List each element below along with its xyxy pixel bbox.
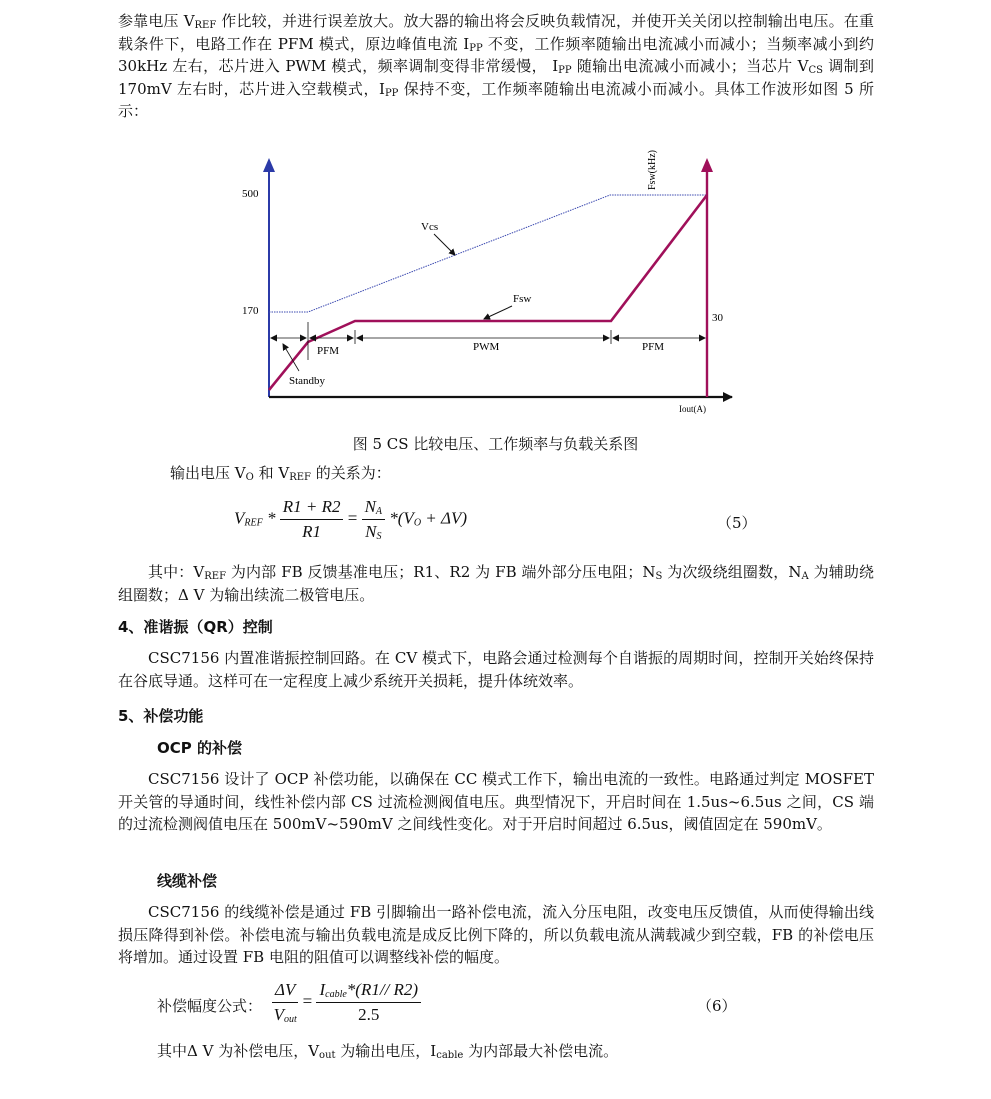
region-label-pwm: PWM [473, 341, 500, 353]
relation-intro: 输出电压 $V_O$ 和 $V_{REF}$ 的关系为： [170, 464, 391, 483]
x-axis-label: Iout(A) [679, 404, 706, 414]
series-vcs-line [269, 195, 707, 312]
figure-5-chart [0, 0, 991, 430]
section-4-paragraph: CSC7156 内置准谐振控制回路。在 CV 模式下，电路会通过检测每个自谐振的周期时间，控制开关始终保持在谷底导通。这样可在一定程度上减少系统开关损耗，提升体统效率。 [118, 649, 874, 690]
region-label-pfm-right: PFM [642, 341, 665, 353]
variable-definition-paragraph: 其中：$V_{REF}$ 为内部 FB 反馈基准电压；R1、R2 为 FB 端外部分压电阻；$N_S$ 为次级绕组圈数，$N_A$ 为辅助绕组圈数；Δ V 为输出续流二极管电压。 [118, 563, 874, 604]
ocp-paragraph: CSC7156 设计了 OCP 补偿功能，以确保在 CC 模式工作下，输出电流的一致性。电路通过判定 MOSFET 开关管的导通时间，线性补偿内部 CS 过流检测阀值电压。典型情况下，开启时间在 1.5us~6.5us 之间，CS 端的过流检测阀值电压在 500mV~590mV 之间线性变化。对于开启时间超过 6.5us，阈值固定在 590mV。 [118, 770, 874, 833]
region-label-pfm-left: PFM [317, 345, 340, 357]
section-4-heading: 4、准谐振（QR）控制 [118, 618, 273, 636]
equation-5-number: （5） [717, 514, 757, 532]
tick-170: 170 [242, 305, 259, 317]
fsw-pointer [484, 306, 512, 319]
equation-6-number: （6） [697, 997, 737, 1015]
annotation-standby: Standby [289, 375, 326, 387]
vcs-pointer [434, 234, 455, 255]
tick-500: 500 [242, 188, 259, 200]
intro-paragraph: 参靠电压 $V_{REF}$ 作比较，并进行误差放大。放大器的输出将会反映负载情况，并使开关关闭以控制输出电压。在重载条件下，电路工作在 PFM 模式，原边峰值电流 $I_{PP}$ 不变，工作频率随输出电流减小而减小；当频率减小到约 30kHz 左右，芯片进入 PWM 模式，频率调制变得非常缓慢， $I_{PP}$ 随输出电流减小而减小；当芯片 $V_{CS}$ 调制到 170mV 左右时，芯片进入空载模式，$I_{PP}$ 保持不变，工作频率随输出电流减小而减小。具体工作波形如图 5 所示： [118, 12, 874, 120]
section-5-heading: 5、补偿功能 [118, 707, 204, 725]
equation-6: $\frac{\Delta V}{V_{out}}$ = $\frac{I_{cable}*(R1// R2)}{2.5}$ [272, 980, 421, 1025]
ocp-subheading: OCP 的补偿 [157, 739, 242, 757]
compensation-definition: 其中Δ V 为补偿电压，$V_{out}$ 为输出电压，$I_{cable}$ 为内部最大补偿电流。 [157, 1042, 619, 1061]
series-vcs-label: Vcs [421, 221, 439, 233]
series-fsw-label: Fsw [513, 293, 532, 305]
right-axis-label: Fsw(kHz) [647, 150, 658, 190]
right-axis-arrow [701, 158, 713, 172]
cable-subheading: 线缆补偿 [157, 872, 218, 890]
equation-6-label: 补偿幅度公式： [157, 997, 263, 1015]
equation-5: $V_{REF}$ * $\frac{R1 + R2}{R1}$ = $\frac{N_A}{N_S}$ $*(V_O + \Delta V)$ [234, 497, 468, 542]
tick-30: 30 [712, 312, 723, 324]
series-fsw-line [269, 195, 707, 390]
left-axis-arrow [263, 158, 275, 172]
cable-paragraph: CSC7156 的线缆补偿是通过 FB 引脚输出一路补偿电流，流入分压电阻，改变电压反馈值，从而使得输出线损压降得到补偿。补偿电流与输出负载电流是成反比例下降的，所以负载电流从满载减少到空载，FB 的补偿电压将增加。通过设置 FB 电阻的阻值可以调整线补偿的幅度。 [118, 903, 874, 966]
figure-caption: 图 5 CS 比较电压、工作频率与负载关系图 [352, 435, 639, 453]
